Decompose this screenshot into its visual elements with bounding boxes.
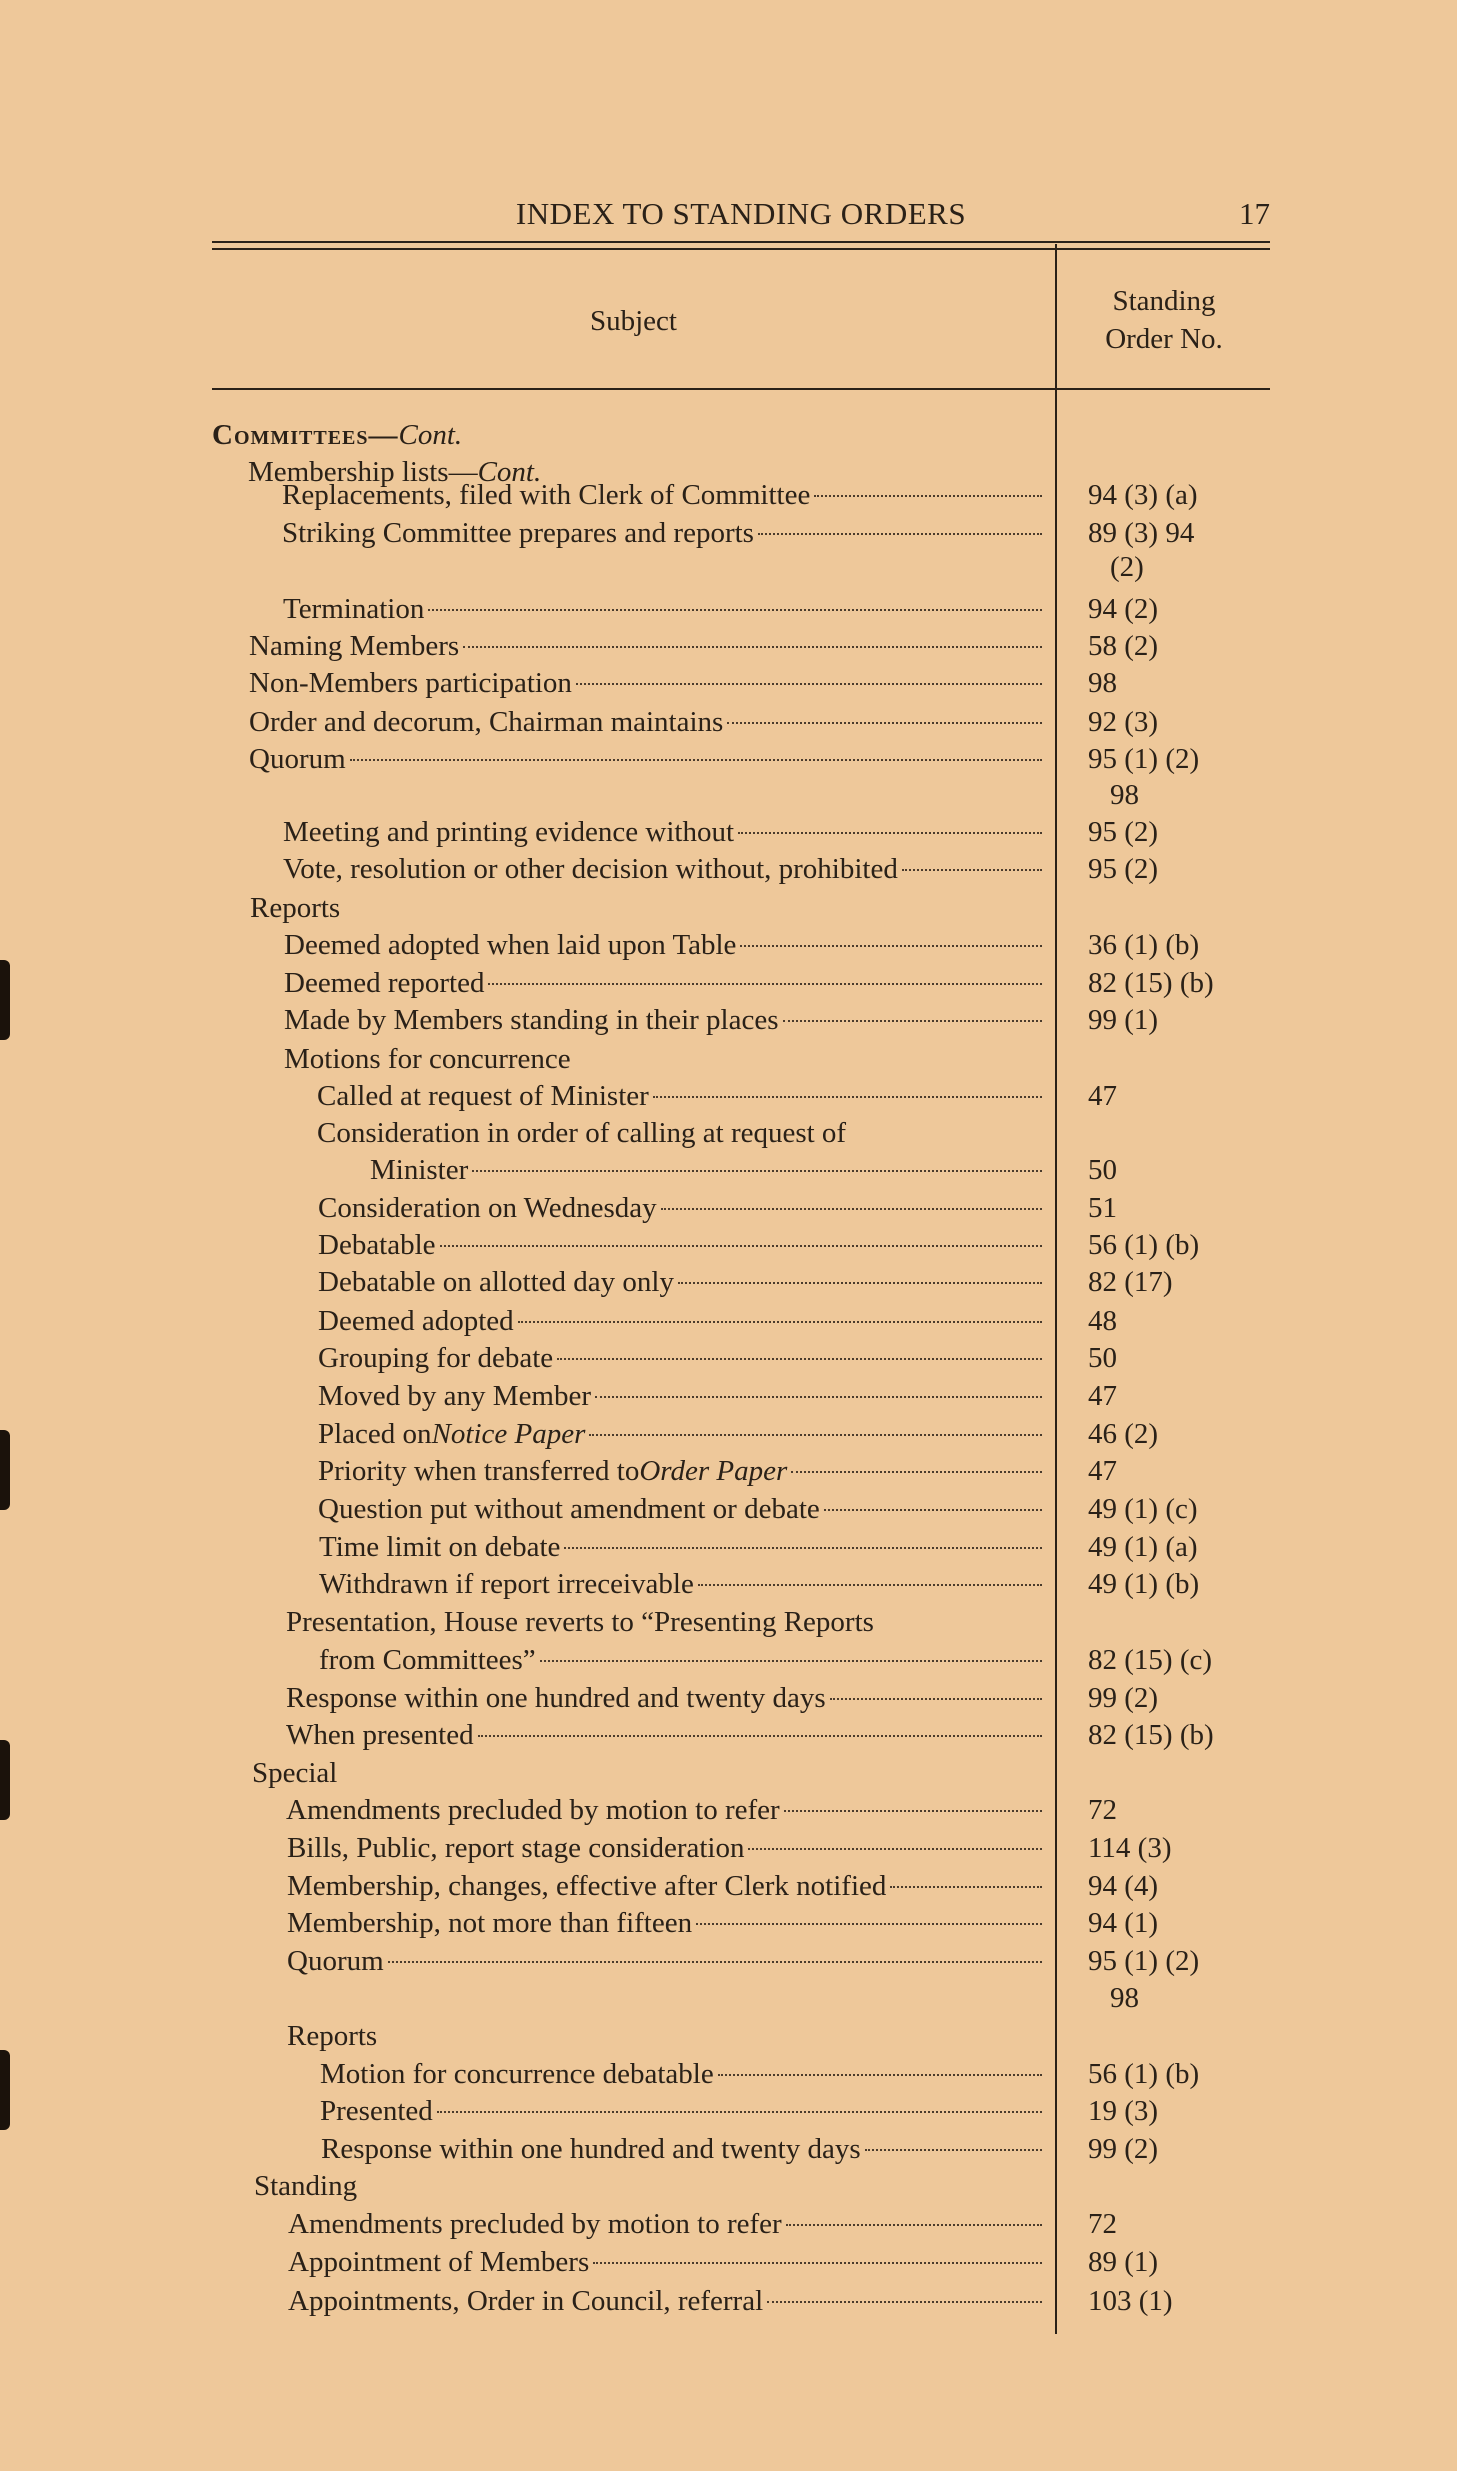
entry-order-number: 99 (2) [1088, 2133, 1159, 2165]
column-head-subject: Subject [590, 305, 677, 337]
index-entry [0, 2282, 1457, 2320]
entry-subject-text: When presented [286, 1719, 474, 1751]
entry-subject [288, 2205, 1042, 2243]
entry-subject [249, 740, 1042, 778]
entry-subject [288, 2282, 1042, 2320]
entry-order-number: 94 (4) [1088, 1870, 1159, 1902]
entry-subject [370, 1151, 1042, 1189]
leader-dots [791, 1471, 1042, 1473]
index-entry [0, 2017, 1457, 2055]
entry-order-number: 48 [1088, 1305, 1117, 1337]
entry-order-number: 46 (2) [1088, 1418, 1159, 1450]
entry-order-number: 51 [1088, 1192, 1117, 1224]
leader-dots [783, 1020, 1043, 1022]
index-entry [0, 703, 1457, 741]
entry-subject-text: Quorum [287, 1945, 384, 1977]
index-entry [0, 1904, 1457, 1942]
entry-subject [318, 1263, 1042, 1301]
leader-dots [738, 832, 1042, 834]
index-entry [0, 850, 1457, 888]
entry-subject [319, 1528, 1042, 1566]
entry-subject [288, 2243, 1042, 2281]
leader-dots [727, 722, 1042, 724]
leader-dots [488, 983, 1042, 985]
index-entry [0, 926, 1457, 964]
leader-dots [767, 2301, 1042, 2303]
index-entry [0, 1114, 1457, 1152]
entry-order-number: 49 (1) (a) [1088, 1531, 1198, 1563]
entry-order-number: 95 (2) [1088, 816, 1159, 848]
entry-subject [284, 964, 1042, 1002]
leader-dots [463, 646, 1042, 648]
entry-subject-text: Deemed adopted [318, 1305, 514, 1337]
entry-subject-text: Response within one hundred and twenty days [321, 2133, 861, 2165]
entry-subject [286, 1679, 1042, 1717]
index-entry [0, 2092, 1457, 2130]
entry-order-number: 82 (15) (c) [1088, 1644, 1213, 1676]
entry-subject-text: Motions for concurrence [284, 1043, 571, 1075]
entry-subject [249, 703, 1042, 741]
entry-order-number: 47 [1088, 1080, 1117, 1112]
entry-subject-text: Appointment of Members [288, 2246, 590, 2278]
entry-subject [318, 1490, 1042, 1528]
leader-dots [786, 2224, 1042, 2226]
entry-subject-text: Special [252, 1757, 338, 1789]
leader-dots [653, 1096, 1042, 1098]
index-entry [0, 2130, 1457, 2168]
entry-subject-text: Consideration in order of calling at request of [317, 1117, 847, 1149]
leader-dots [824, 1509, 1042, 1511]
leader-dots [540, 1660, 1042, 1662]
entry-order-number: 72 [1088, 2208, 1117, 2240]
leader-dots [748, 1848, 1042, 1850]
entry-subject-text: Minister [370, 1154, 469, 1186]
entry-subject-text: Made by Members standing in their places [284, 1004, 779, 1036]
leader-dots [696, 1923, 1042, 1925]
leader-dots [428, 609, 1042, 611]
leader-dots [718, 2074, 1042, 2076]
entry-subject [318, 1377, 1042, 1415]
entry-order-number: 36 (1) (b) [1088, 929, 1200, 961]
entry-subject-text: Naming Members [249, 630, 460, 662]
entry-order-number: 92 (3) [1088, 706, 1159, 738]
entry-subject [319, 1641, 1042, 1679]
entry-subject-text: Priority when transferred to [318, 1455, 640, 1487]
leader-dots [661, 1208, 1042, 1210]
leader-dots [437, 2111, 1042, 2113]
leader-dots [784, 1810, 1042, 1812]
entry-order-number: 99 (2) [1088, 1682, 1159, 1714]
entry-subject-text: Debatable [318, 1229, 436, 1261]
entry-subject-italic: Notice Paper [431, 1418, 586, 1450]
entry-subject [287, 1867, 1042, 1905]
entry-subject [286, 1791, 1042, 1829]
leader-dots [388, 1961, 1042, 1963]
leader-dots [589, 1434, 1042, 1436]
entry-order-number: 56 (1) (b) [1088, 2058, 1200, 2090]
index-entry [0, 1077, 1457, 1115]
index-entry [0, 1001, 1457, 1039]
index-entry [0, 1641, 1457, 1679]
entry-order-number: 103 (1) [1088, 2285, 1173, 2317]
page-number: 17 [1239, 196, 1270, 231]
leader-dots [557, 1358, 1042, 1360]
entry-subject [318, 1302, 1042, 1340]
entry-order-number: 89 (1) [1088, 2246, 1159, 2278]
leader-dots [865, 2149, 1042, 2151]
entry-subject-text: Called at request of Minister [317, 1080, 649, 1112]
entry-subject [212, 416, 1042, 454]
entry-subject [286, 1716, 1042, 1754]
entry-subject-text: Termination [283, 593, 425, 625]
entry-subject-text: Replacements, filed with Clerk of Committee [282, 479, 811, 511]
entry-order-number: 72 [1088, 1794, 1117, 1826]
entry-subject-text: Withdrawn if report irreceivable [319, 1568, 694, 1600]
entry-subject-text: Amendments precluded by motion to refer [288, 2208, 782, 2240]
entry-subject [286, 1603, 1042, 1641]
index-entry [0, 1151, 1457, 1189]
entry-subject [284, 1001, 1042, 1039]
leader-dots [758, 533, 1042, 535]
entry-subject-text: Reports [250, 892, 341, 924]
index-entry [0, 740, 1457, 778]
entry-subject [320, 2092, 1042, 2130]
index-entry [0, 1189, 1457, 1227]
entry-order-number: 95 (1) (2) [1088, 1945, 1200, 1977]
entry-subject-text: Vote, resolution or other decision without, prohibited [283, 853, 898, 885]
index-entry [0, 2243, 1457, 2281]
entry-subject-italic: Cont. [477, 456, 542, 488]
entry-order-number: 94 (1) [1088, 1907, 1159, 1939]
entry-subject-text: Committees— [212, 419, 399, 451]
leader-dots [472, 1170, 1042, 1172]
index-entry [0, 2055, 1457, 2093]
index-entry [0, 416, 1457, 454]
entry-subject [318, 1189, 1042, 1227]
index-entry [0, 1263, 1457, 1301]
entry-order-number: 50 [1088, 1342, 1117, 1374]
entry-subject-text: Membership, not more than fifteen [287, 1907, 693, 1939]
entry-subject [317, 1114, 1042, 1152]
entry-subject [319, 1565, 1042, 1603]
entry-subject [282, 514, 1042, 552]
entry-subject-text: Bills, Public, report stage consideration [287, 1832, 745, 1864]
entry-subject [284, 1040, 1042, 1078]
entry-subject-text: Striking Committee prepares and reports [282, 517, 754, 549]
index-entry [0, 1754, 1457, 1792]
entry-subject-text: Debatable on allotted day only [318, 1266, 674, 1298]
index-entry [0, 1603, 1457, 1641]
leader-dots [440, 1245, 1042, 1247]
leader-dots [814, 495, 1042, 497]
leader-dots [890, 1886, 1042, 1888]
entry-subject-text: Grouping for debate [318, 1342, 554, 1374]
index-entry [0, 1452, 1457, 1490]
entry-subject [318, 1339, 1042, 1377]
leader-dots [564, 1547, 1042, 1549]
entry-subject-text: Deemed reported [284, 967, 485, 999]
entry-order-number: 19 (3) [1088, 2095, 1159, 2127]
entry-subject [254, 2167, 1042, 2205]
entry-order-number: 50 [1088, 1154, 1117, 1186]
entry-subject-text: Standing [254, 2170, 358, 2202]
index-entry [0, 1490, 1457, 1528]
entry-subject [287, 2017, 1042, 2055]
entry-subject [287, 1904, 1042, 1942]
index-entry [0, 2205, 1457, 2243]
leader-dots [478, 1735, 1042, 1737]
index-entry [0, 1302, 1457, 1340]
entry-subject-text: Quorum [249, 743, 346, 775]
binding-hole [0, 2050, 10, 2130]
column-head-order-line2: Order No. [1105, 323, 1223, 355]
leader-dots [576, 683, 1042, 685]
entry-order-number: (2) [1110, 551, 1144, 583]
index-entry [0, 590, 1457, 628]
leader-dots [740, 945, 1042, 947]
running-title: INDEX TO STANDING ORDERS [515, 196, 967, 231]
entry-subject-text: Deemed adopted when laid upon Table [284, 929, 737, 961]
entry-order-number: 82 (17) [1088, 1266, 1173, 1298]
binding-hole [0, 960, 10, 1040]
entry-subject-text: Motion for concurrence debatable [320, 2058, 714, 2090]
entry-subject [250, 889, 1042, 927]
index-entry [0, 1979, 1457, 2017]
index-entry [0, 1942, 1457, 1980]
leader-dots [518, 1321, 1042, 1323]
entry-subject-text: Appointments, Order in Council, referral [288, 2285, 764, 2317]
entry-subject [321, 2130, 1042, 2168]
index-entry [0, 2167, 1457, 2205]
column-head-order-line1: Standing [1112, 285, 1216, 317]
entry-subject-text: Placed on [318, 1418, 432, 1450]
entry-order-number: 114 (3) [1088, 1832, 1172, 1864]
entry-order-number: 82 (15) (b) [1088, 1719, 1214, 1751]
entry-order-number: 49 (1) (c) [1088, 1493, 1198, 1525]
entry-subject [318, 1415, 1042, 1453]
entry-subject-text: Order and decorum, Chairman maintains [249, 706, 724, 738]
entry-subject-text: Meeting and printing evidence without [283, 816, 735, 848]
entry-order-number: 58 (2) [1088, 630, 1159, 662]
entry-order-number: 89 (3) 94 [1088, 517, 1195, 549]
index-entry [0, 1377, 1457, 1415]
entry-order-number: 98 [1088, 667, 1117, 699]
entry-subject-text: Question put without amendment or debate [318, 1493, 820, 1525]
index-entry [0, 1716, 1457, 1754]
index-entry [0, 1867, 1457, 1905]
entry-subject-text: Membership, changes, effective after Clerk notified [287, 1870, 887, 1902]
index-entry [0, 548, 1457, 586]
entry-order-number: 94 (3) (a) [1088, 479, 1198, 511]
entry-subject-italic: Cont. [398, 419, 463, 451]
index-entry [0, 813, 1457, 851]
index-entry [0, 664, 1457, 702]
index-entry [0, 1339, 1457, 1377]
entry-order-number: 95 (2) [1088, 853, 1159, 885]
entry-subject [318, 1226, 1042, 1264]
index-entry [0, 964, 1457, 1002]
entry-subject [317, 1077, 1042, 1115]
entry-subject-text: Presented [320, 2095, 433, 2127]
entry-order-number: 98 [1110, 779, 1139, 811]
leader-dots [830, 1698, 1042, 1700]
entry-subject-text: Presentation, House reverts to “Presenting Reports [286, 1606, 874, 1638]
entry-subject [282, 476, 1042, 514]
entry-subject-italic: Order Paper [639, 1455, 788, 1487]
leader-dots [593, 2262, 1042, 2264]
leader-dots [595, 1396, 1042, 1398]
entry-subject [287, 1942, 1042, 1980]
index-entry [0, 1226, 1457, 1264]
index-entry [0, 1565, 1457, 1603]
index-entry [0, 1829, 1457, 1867]
entry-subject [249, 664, 1042, 702]
entry-order-number: 47 [1088, 1380, 1117, 1412]
index-entry [0, 627, 1457, 665]
entry-subject [320, 2055, 1042, 2093]
entry-subject [283, 850, 1042, 888]
leader-dots [698, 1584, 1042, 1586]
index-entry [0, 476, 1457, 514]
entry-subject-text: Time limit on debate [319, 1531, 561, 1563]
index-entry [0, 776, 1457, 814]
leader-dots [902, 869, 1042, 871]
entry-subject-text: Amendments precluded by motion to refer [286, 1794, 780, 1826]
entry-order-number: 94 (2) [1088, 593, 1159, 625]
entry-order-number: 82 (15) (b) [1088, 967, 1214, 999]
entry-order-number: 56 (1) (b) [1088, 1229, 1200, 1261]
entry-subject [284, 926, 1042, 964]
entry-order-number: 95 (1) (2) [1088, 743, 1200, 775]
entry-subject-text: Consideration on Wednesday [318, 1192, 657, 1224]
binding-hole [0, 1430, 10, 1510]
entry-subject-text: Reports [287, 2020, 378, 2052]
entry-order-number: 47 [1088, 1455, 1117, 1487]
entry-subject [252, 1754, 1042, 1792]
index-entry [0, 1679, 1457, 1717]
entry-order-number: 49 (1) (b) [1088, 1568, 1200, 1600]
entry-subject [318, 1452, 1042, 1490]
index-entry [0, 889, 1457, 927]
leader-dots [350, 759, 1042, 761]
entry-subject-text: Moved by any Member [318, 1380, 592, 1412]
index-entry [0, 514, 1457, 552]
leader-dots [678, 1282, 1042, 1284]
entry-order-number: 98 [1110, 1982, 1139, 2014]
index-entry [0, 1528, 1457, 1566]
index-entry [0, 1415, 1457, 1453]
entry-subject [249, 627, 1042, 665]
binding-hole [0, 1740, 10, 1820]
entry-subject [283, 590, 1042, 628]
index-entry [0, 1791, 1457, 1829]
entry-subject-text: Membership lists— [248, 456, 478, 488]
entry-subject [287, 1829, 1042, 1867]
entry-order-number: 99 (1) [1088, 1004, 1159, 1036]
index-entry [0, 1040, 1457, 1078]
entry-subject-text: from Committees” [319, 1644, 536, 1676]
entry-subject [283, 813, 1042, 851]
entry-subject-text: Non-Members participation [249, 667, 572, 699]
entry-subject-text: Response within one hundred and twenty days [286, 1682, 826, 1714]
